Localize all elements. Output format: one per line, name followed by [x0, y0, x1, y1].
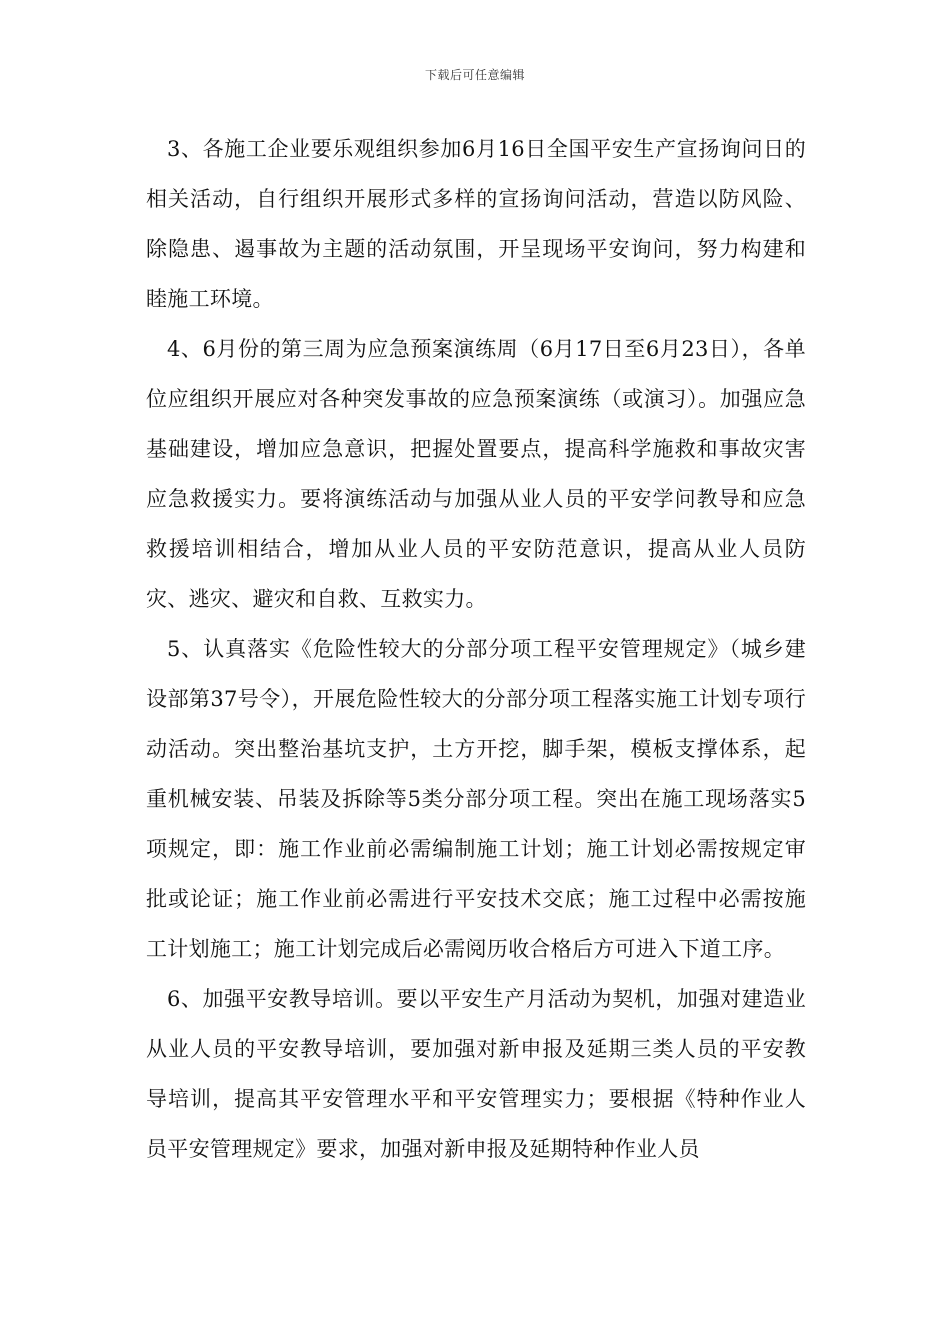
paragraph-item-3: 3、各施工企业要乐观组织参加6月16日全国平安生产宣扬询问日的相关活动，自行组织开展形式多样的宣扬询问活动，营造以防风险、除隐患、遏事故为主题的活动氛围，开呈现场平安询问，努力构建和睦施工环境。 [146, 137, 806, 311]
paragraph-item-4: 4、6月份的第三周为应急预案演练周（6月17日至6月23日），各单位应组织开展应对各种突发事故的应急预案演练（或演习）。加强应急基础建设，增加应急意识，把握处置要点，提高科学施救和事故灾害应急救援实力。要将演练活动与加强从业人员的平安学问教导和应急救援培训相结合，增加从业人员的平安防范意识，提高从业人员防灾、逃灾、避灾和自救、互救实力。 [146, 337, 806, 611]
paragraph-item-6: 6、加强平安教导培训。要以平安生产月活动为契机，加强对建造业从业人员的平安教导培训，要加强对新申报及延期三类人员的平安教导培训，提高其平安管理水平和平安管理实力；要根据《特种作业人员平安管理规定》要求，加强对新申报及延期特种作业人员 [146, 987, 806, 1161]
page-header: 下载后可任意编辑 [424, 68, 525, 82]
paragraph-item-5: 5、认真落实《危险性较大的分部分项工程平安管理规定》（城乡建设部第37号令），开展危险性较大的分部分项工程落实施工计划专项行动活动。突出整治基坑支护，土方开挖，脚手架，模板支撑体系，起重机械安装、吊装及拆除等5类分部分项工程。突出在施工现场落实5项规定，即：施工作业前必需编制施工计划；施工计划必需按规定审批或论证；施工作业前必需进行平安技术交底；施工过程中必需按施工计划施工；施工计划完成后必需阅历收合格后方可进入下道工序。 [146, 637, 806, 961]
document-body [146, 124, 806, 1174]
